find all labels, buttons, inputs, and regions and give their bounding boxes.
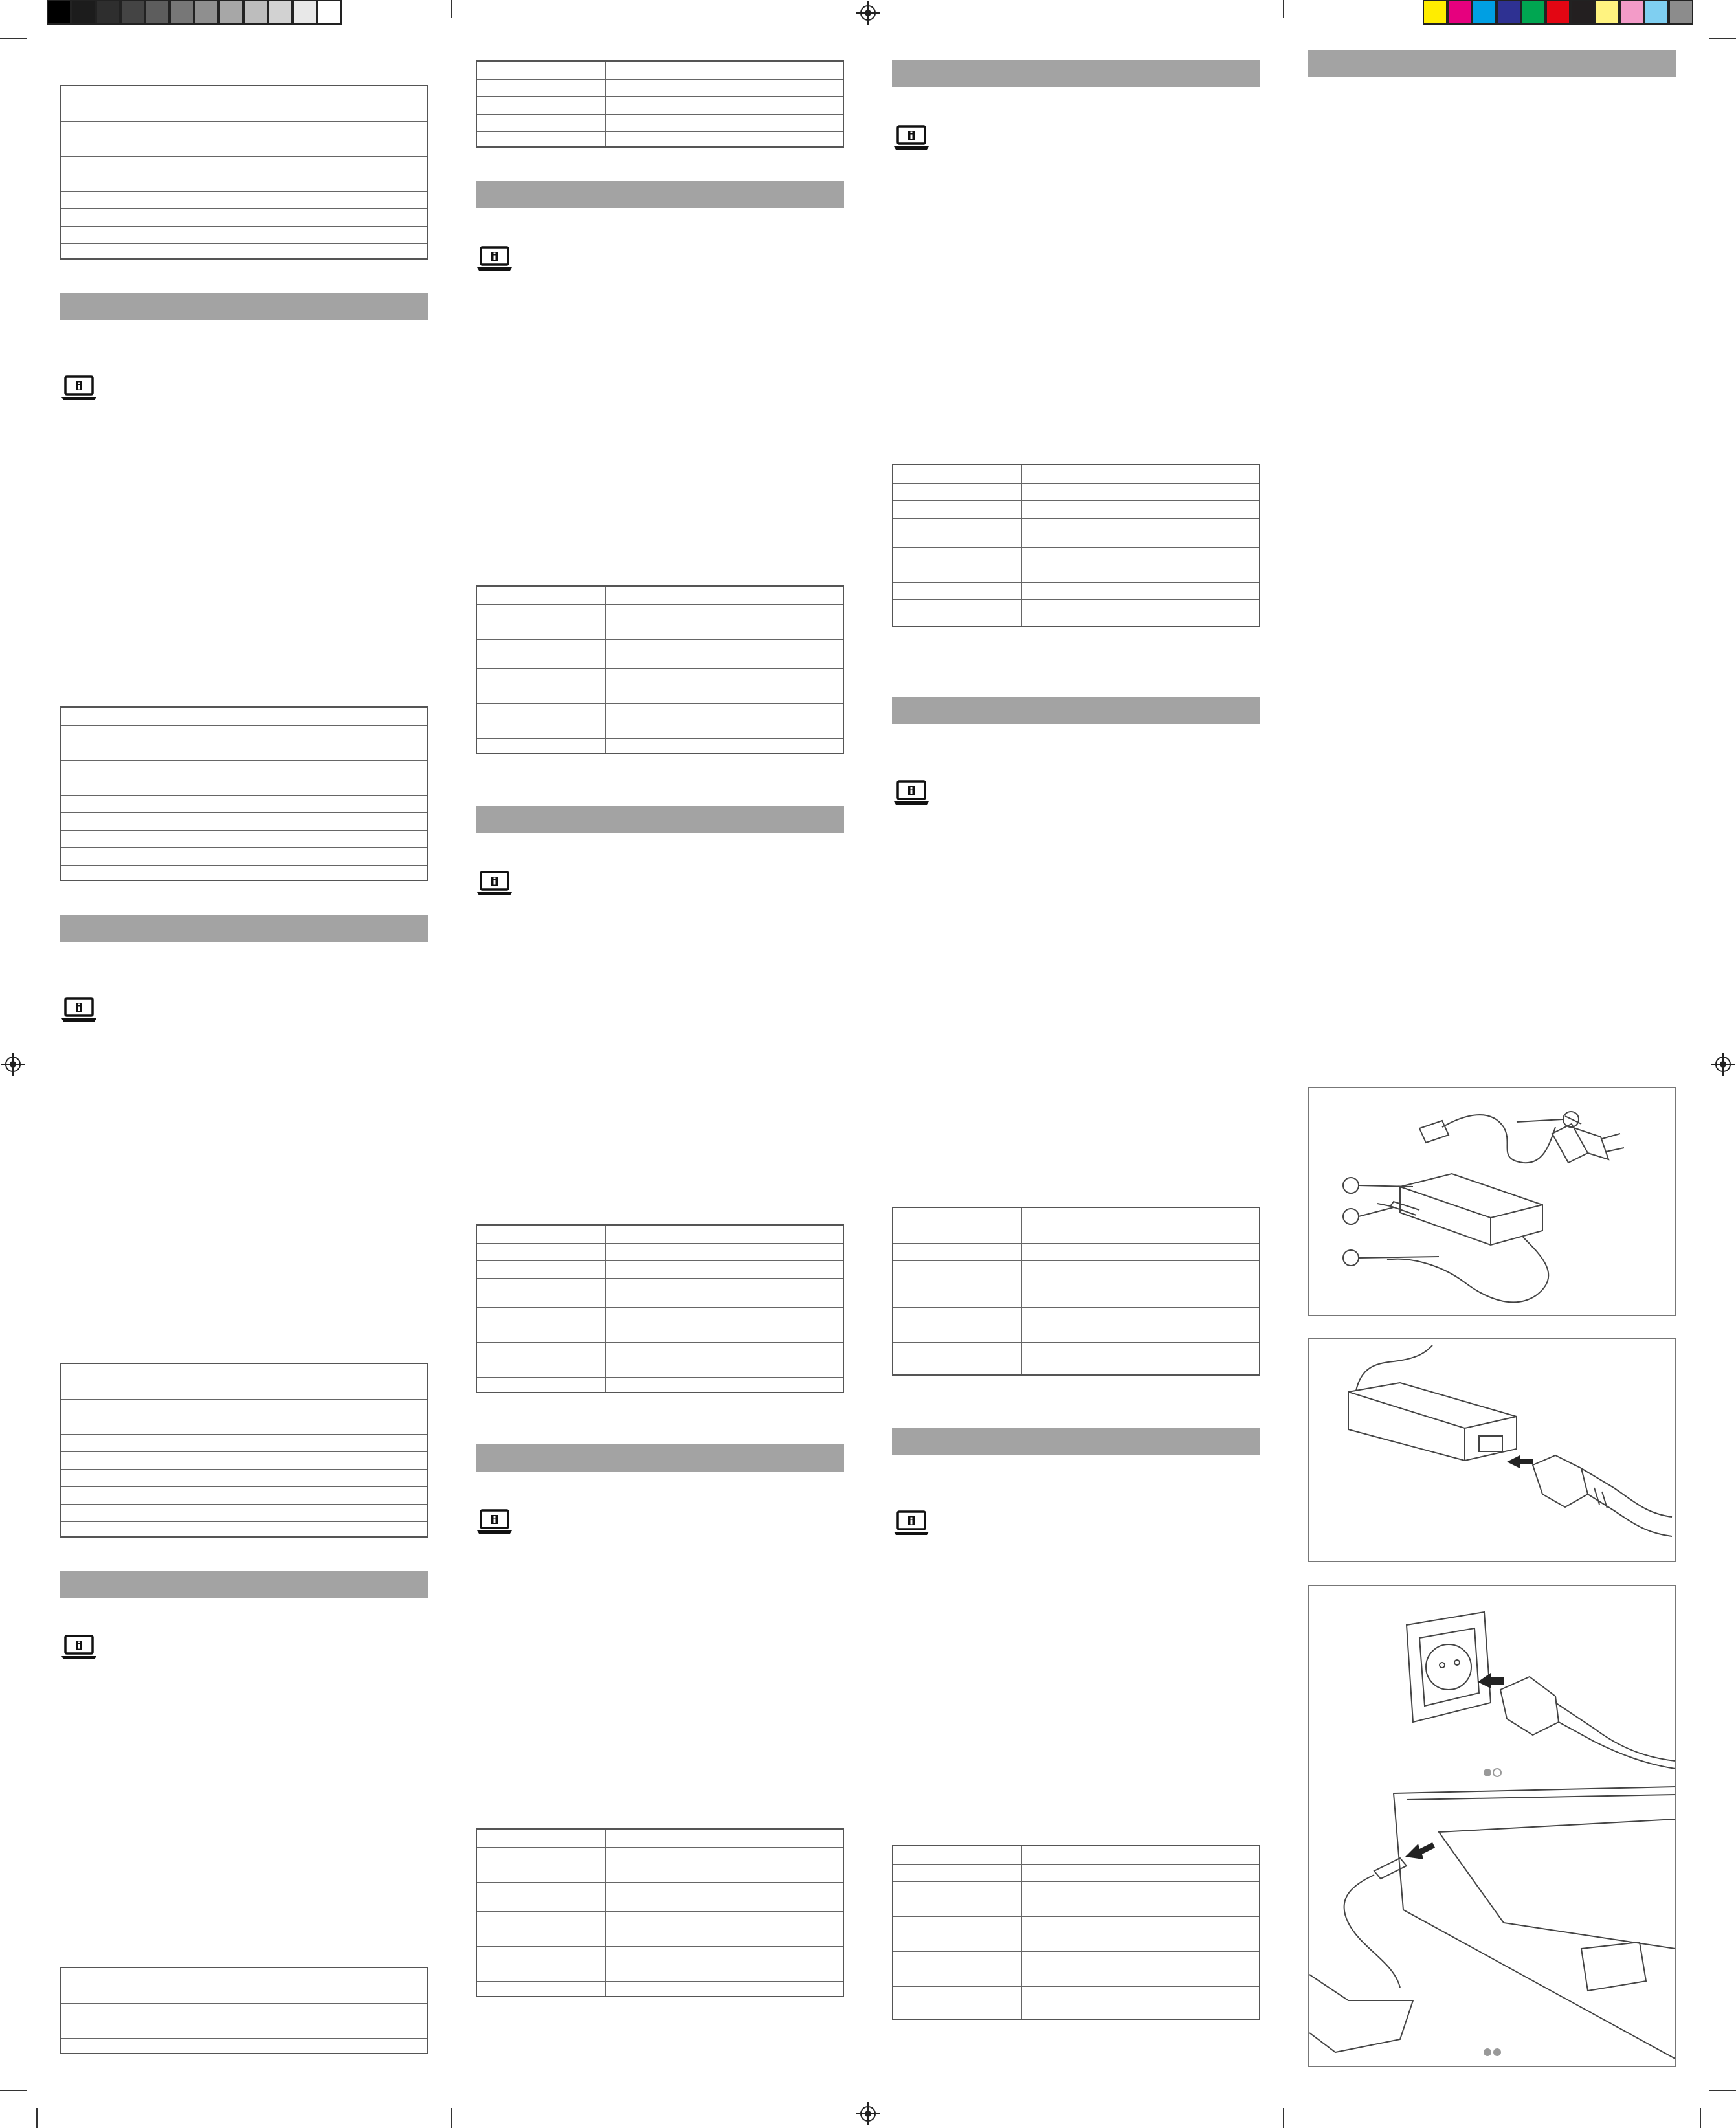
table-column-divider	[1021, 1208, 1022, 1374]
table-row	[477, 1882, 843, 1883]
color-swatch	[1447, 0, 1472, 25]
registration-target-icon	[856, 2102, 880, 2125]
table-column-divider	[1021, 1846, 1022, 2019]
spec-table	[892, 1845, 1260, 2020]
plug-into-wall-and-laptop-diagram	[1309, 1586, 1675, 2066]
table-row	[893, 1260, 1259, 1261]
table-row	[61, 795, 427, 796]
laptop-info-icon	[893, 125, 929, 151]
spec-table	[60, 1967, 428, 2054]
table-row	[477, 1260, 843, 1261]
section-header-bar	[892, 697, 1260, 724]
grayscale-swatch	[96, 0, 120, 25]
table-row	[893, 1881, 1259, 1882]
color-swatch	[1472, 0, 1497, 25]
table-row	[893, 1951, 1259, 1952]
color-swatch	[1423, 0, 1447, 25]
grayscale-swatch	[71, 0, 96, 25]
table-row	[893, 1986, 1259, 1987]
crop-mark	[1709, 38, 1736, 39]
table-row	[477, 1342, 843, 1343]
color-swatch	[1546, 0, 1570, 25]
table-row	[477, 131, 843, 132]
table-row	[61, 1399, 427, 1400]
table-column-divider	[605, 62, 606, 146]
figure-adapter-components	[1308, 1087, 1676, 1316]
registration-target-icon	[1, 1053, 25, 1076]
spec-table	[892, 464, 1260, 627]
laptop-info-icon	[61, 1635, 97, 1661]
section-header-bar	[892, 60, 1260, 87]
crop-mark	[0, 2090, 27, 2091]
grayscale-swatch	[170, 0, 194, 25]
registration-target-icon	[856, 1, 880, 25]
figure-plug-into-adapter	[1308, 1338, 1676, 1562]
table-row	[61, 243, 427, 244]
section-header-bar	[60, 1571, 428, 1598]
table-row	[477, 1243, 843, 1244]
grayscale-swatch	[194, 0, 219, 25]
table-row	[477, 1278, 843, 1279]
table-row	[477, 1946, 843, 1947]
crop-mark	[0, 38, 27, 39]
laptop-info-icon	[893, 1510, 929, 1536]
table-row	[477, 738, 843, 739]
crop-mark	[1709, 2090, 1736, 2091]
color-swatch	[1669, 0, 1693, 25]
table-row	[893, 599, 1259, 600]
spec-table	[476, 1828, 844, 1997]
section-header-bar	[60, 915, 428, 942]
section-header-bar	[1308, 50, 1676, 77]
spec-table	[892, 1207, 1260, 1376]
section-header-bar	[60, 293, 428, 320]
spec-table	[476, 60, 844, 148]
table-row	[61, 830, 427, 831]
step-indicator	[1484, 1769, 1491, 1776]
table-row	[477, 1307, 843, 1308]
table-row	[61, 1451, 427, 1452]
grayscale-swatch	[293, 0, 317, 25]
table-row	[61, 2003, 427, 2004]
grayscale-swatch	[120, 0, 145, 25]
table-row	[61, 2038, 427, 2039]
table-row	[61, 1434, 427, 1435]
table-row	[61, 1469, 427, 1470]
spec-table	[476, 585, 844, 754]
section-header-bar	[476, 1444, 844, 1472]
color-swatch	[1570, 0, 1595, 25]
table-column-divider	[605, 1830, 606, 1996]
table-row	[477, 1981, 843, 1982]
grayscale-swatch	[47, 0, 71, 25]
table-row	[477, 604, 843, 605]
table-row	[893, 1864, 1259, 1865]
crop-mark	[1700, 2108, 1701, 2128]
table-row	[893, 518, 1259, 519]
spec-table	[60, 706, 428, 881]
table-row	[477, 79, 843, 80]
step-indicator	[1493, 2048, 1501, 2056]
table-row	[61, 156, 427, 157]
power-adapter-components-diagram	[1309, 1088, 1675, 1315]
crop-mark	[1283, 0, 1284, 18]
table-row	[61, 121, 427, 122]
step-indicator	[1493, 1769, 1501, 1776]
crop-mark	[451, 2108, 452, 2128]
laptop-info-icon	[61, 375, 97, 401]
laptop-info-icon	[476, 871, 513, 897]
plug-into-adapter-diagram	[1309, 1339, 1675, 1561]
table-row	[61, 760, 427, 761]
table-row	[61, 865, 427, 866]
table-row	[477, 703, 843, 704]
table-row	[477, 114, 843, 115]
table-row	[61, 725, 427, 726]
table-column-divider	[1021, 465, 1022, 626]
color-swatch	[1595, 0, 1619, 25]
table-row	[893, 1243, 1259, 1244]
step-indicator	[1484, 2048, 1491, 2056]
table-row	[893, 500, 1259, 501]
table-row	[477, 1911, 843, 1912]
laptop-info-icon	[476, 1509, 513, 1535]
table-row	[893, 547, 1259, 548]
section-header-bar	[476, 181, 844, 208]
color-swatch	[1521, 0, 1546, 25]
table-row	[477, 668, 843, 669]
table-column-divider	[605, 1226, 606, 1392]
table-row	[61, 226, 427, 227]
table-row	[893, 582, 1259, 583]
laptop-info-icon	[476, 246, 513, 272]
section-header-bar	[476, 806, 844, 833]
table-row	[893, 1916, 1259, 1917]
table-row	[477, 1847, 843, 1848]
figure-plug-into-wall-and-laptop	[1308, 1585, 1676, 2067]
color-swatch	[1644, 0, 1669, 25]
registration-target-icon	[1711, 1053, 1735, 1076]
table-row	[477, 96, 843, 97]
table-row	[477, 639, 843, 640]
grayscale-swatch	[219, 0, 243, 25]
grayscale-swatch	[243, 0, 268, 25]
table-row	[61, 191, 427, 192]
spec-table	[60, 85, 428, 260]
crop-mark	[451, 0, 452, 18]
color-swatch	[1497, 0, 1521, 25]
grayscale-swatch	[317, 0, 342, 25]
laptop-info-icon	[61, 997, 97, 1023]
crop-mark	[36, 2108, 38, 2128]
table-row	[893, 1307, 1259, 1308]
grayscale-swatch	[268, 0, 293, 25]
spec-table	[476, 1224, 844, 1393]
table-row	[61, 208, 427, 209]
table-row	[893, 1342, 1259, 1343]
crop-mark	[1283, 2108, 1284, 2128]
section-header-bar	[892, 1428, 1260, 1455]
table-row	[893, 483, 1259, 484]
table-row	[61, 1486, 427, 1487]
spec-table	[60, 1363, 428, 1538]
table-row	[61, 1504, 427, 1505]
table-row	[61, 812, 427, 813]
table-column-divider	[605, 587, 606, 753]
laptop-info-icon	[893, 780, 929, 806]
grayscale-swatch	[145, 0, 170, 25]
table-row	[61, 847, 427, 848]
table-row	[61, 1521, 427, 1522]
color-swatch	[1619, 0, 1644, 25]
table-row	[477, 1377, 843, 1378]
